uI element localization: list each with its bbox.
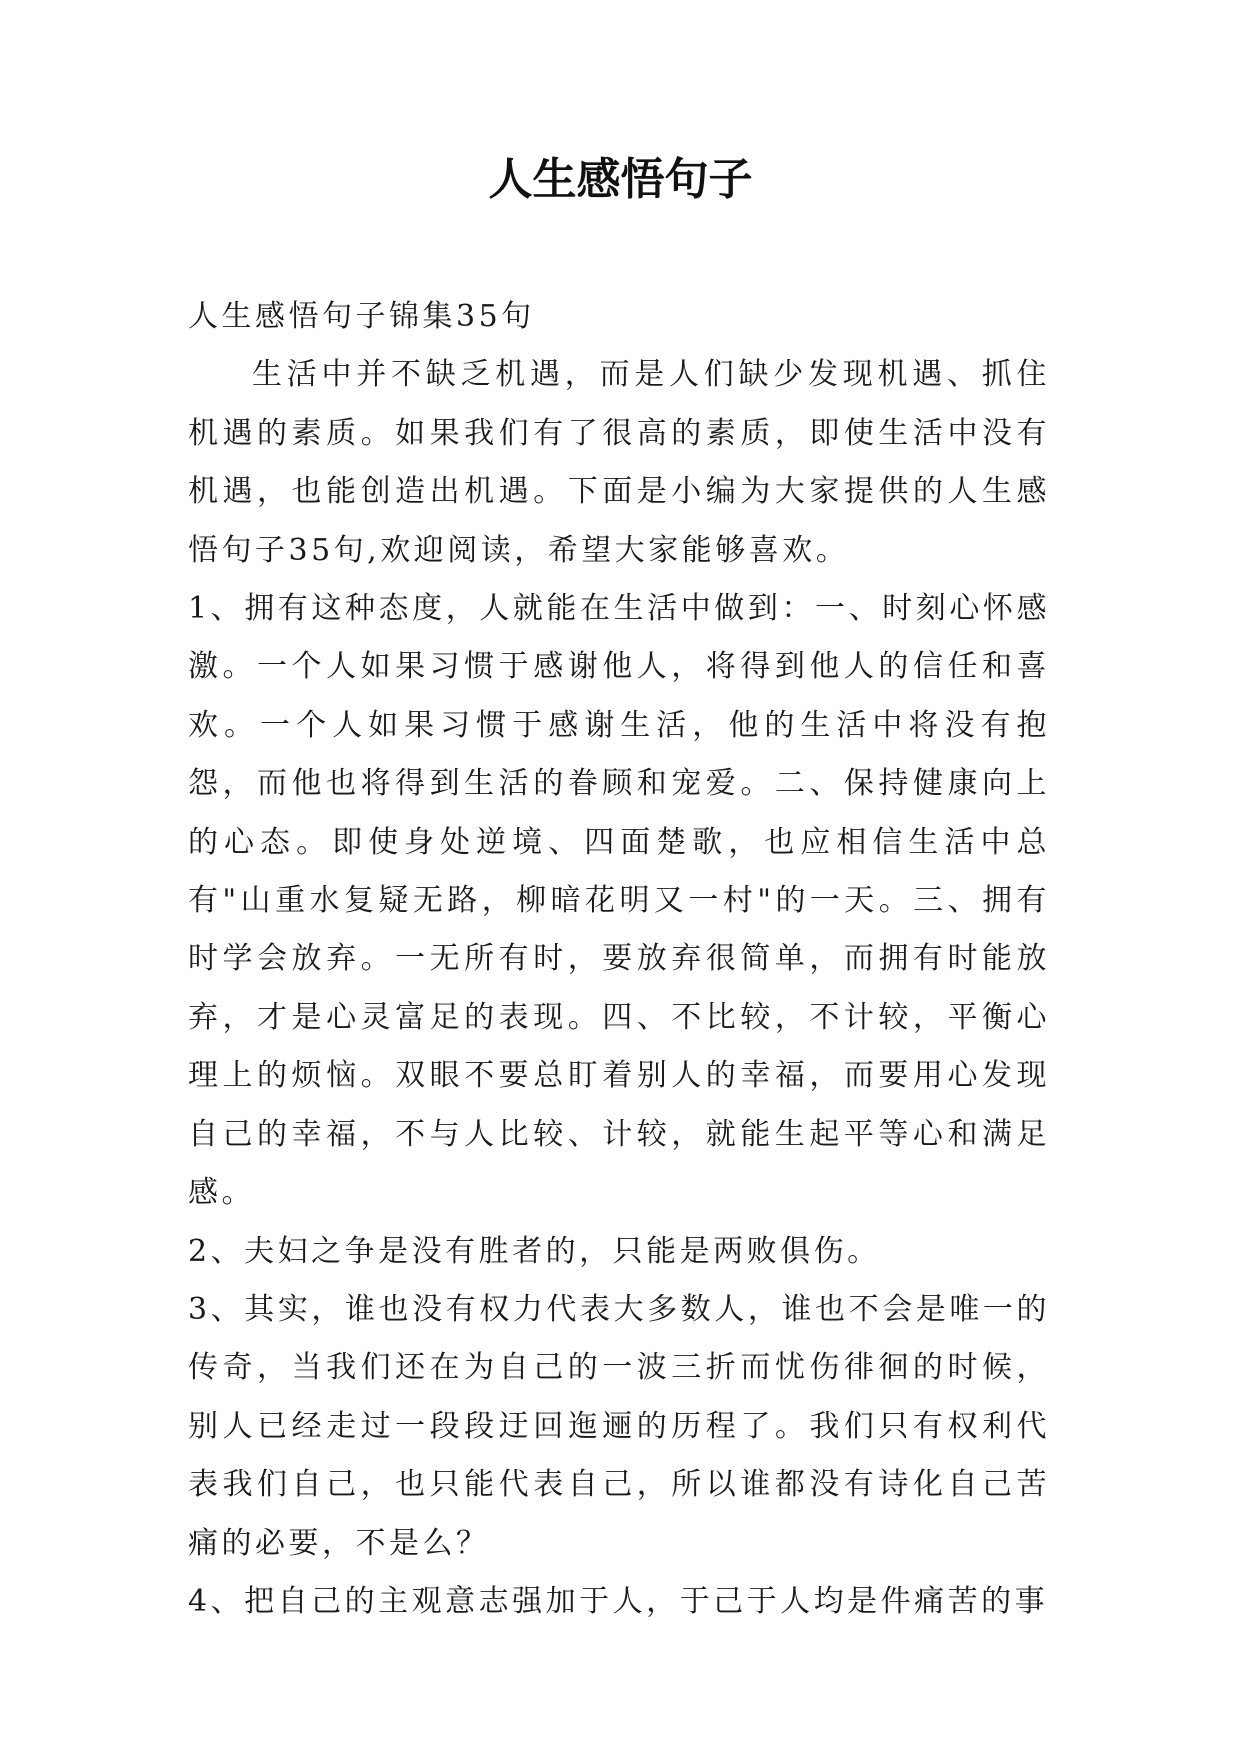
intro-paragraph: 生活中并不缺乏机遇，而是人们缺少发现机遇、抓住机遇的素质。如果我们有了很高的素质，即使生活中没有机遇，也能创造出机遇。下面是小编为大家提供的人生感悟句子35句,欢迎阅读，希望大家能够喜欢。 <box>188 357 1050 568</box>
quote-paragraph-1: 1、拥有这种态度，人就能在生活中做到：一、时刻心怀感激。一个人如果习惯于感谢他人，将得到他人的信任和喜欢。一个人如果习惯于感谢生活，他的生活中将没有抱怨，而他也将得到生活的眷顾和宠爱。二、保持健康向上的心态。即使身处逆境、四面楚歌，也应相信生活中总有"山重水复疑无路，柳暗花明又一村"的一天。三、拥有时学会放弃。一无所有时，要放弃很简单，而拥有时能放弃，才是心灵富足的表现。四、不比较，不计较，平衡心理上的烦恼。双眼不要总盯着别人的幸福，而要用心发现自己的幸福，不与人比较、计较，就能生起平等心和满足感。 <box>188 591 1050 1211</box>
document-body <box>188 288 1050 1631</box>
quote-paragraph-3: 3、其实，谁也没有权力代表大多数人，谁也不会是唯一的传奇，当我们还在为自己的一波三折而忧伤徘徊的时候，别人已经走过一段段迂回迤逦的历程了。我们只有权利代表我们自己，也只能代表自己，所以谁都没有诗化自己苦痛的必要，不是么？ <box>188 1291 1050 1561</box>
quote-paragraph-2: 2、夫妇之争是没有胜者的，只能是两败俱伤。 <box>188 1233 881 1269</box>
document-title: 人生感悟句子 <box>488 154 753 205</box>
document-subtitle: 人生感悟句子锦集35句 <box>188 299 535 334</box>
quote-paragraph-4: 4、把自己的主观意志强加于人，于己于人均是件痛苦的事 <box>188 1583 1049 1619</box>
